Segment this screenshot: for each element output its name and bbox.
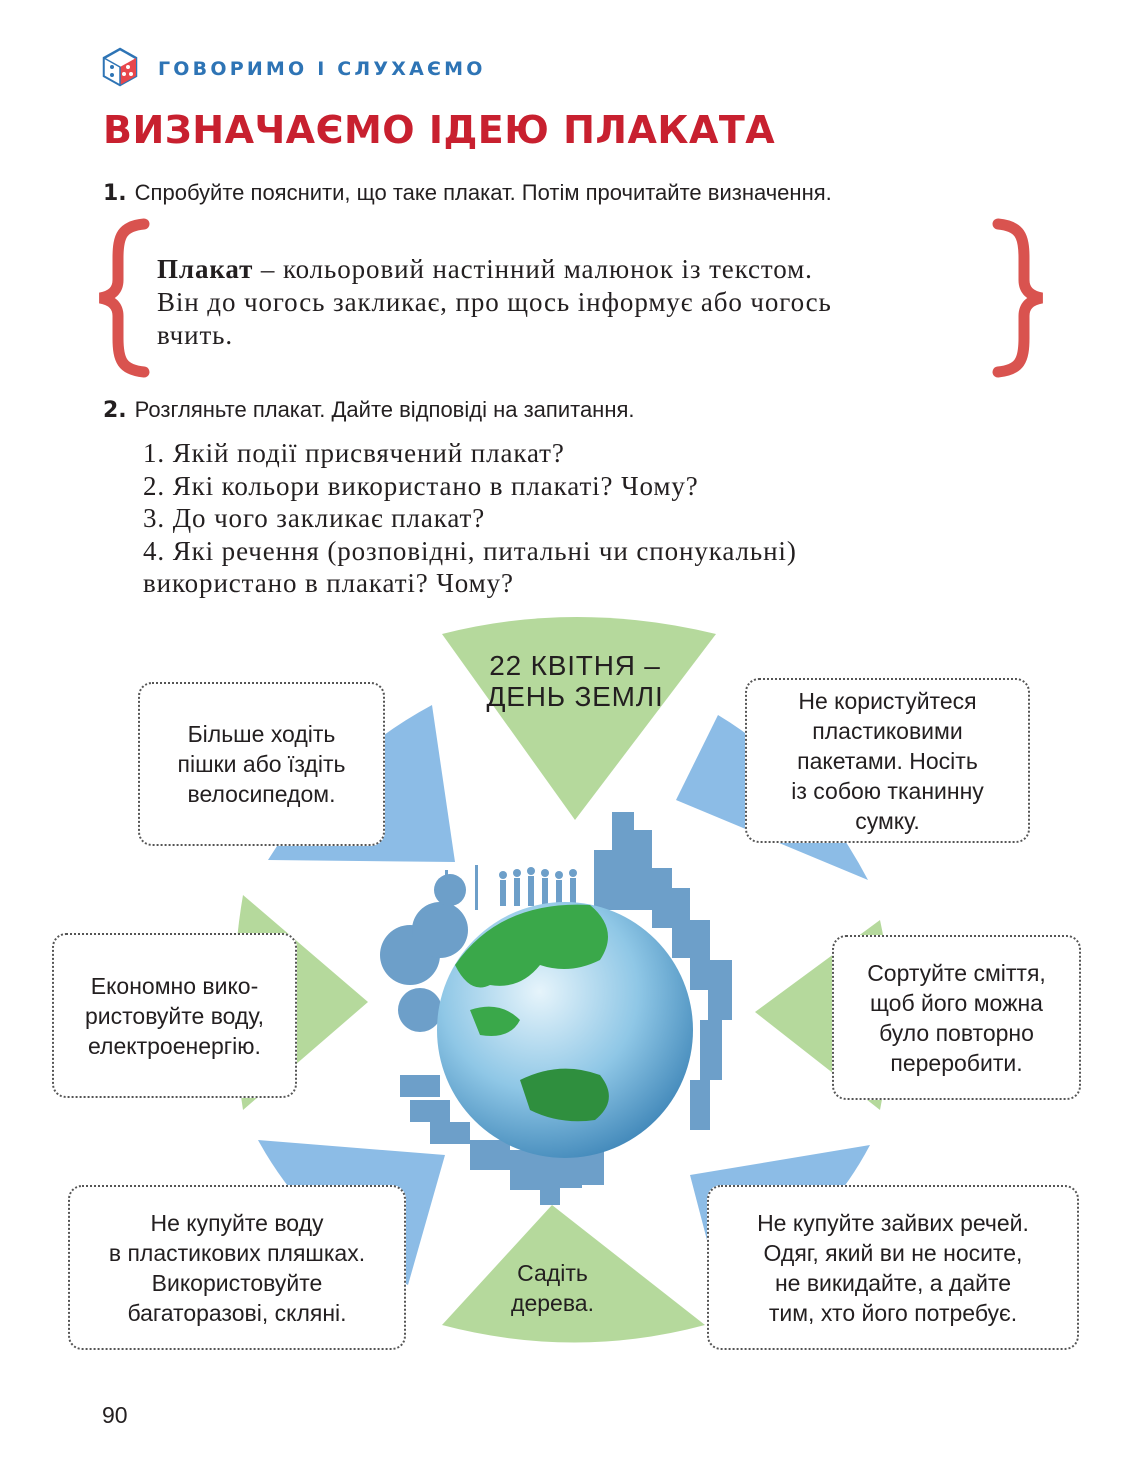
card-line: Не користуйтеся	[798, 687, 977, 714]
card-line: в пластикових пляшках.	[108, 1239, 366, 1266]
question-item: 4. Які речення (розповідні, питальні чи спонукальні)	[143, 535, 797, 566]
card-line: не викидайте, а дайте	[774, 1269, 1012, 1296]
definition-line-3: вчить.	[157, 320, 234, 350]
page-title: ВИЗНАЧАЄМО ІДЕЮ ПЛАКАТА	[103, 108, 776, 152]
question-item: 3. До чого закликає плакат?	[143, 503, 486, 533]
poster-title-line: 22 КВІТНЯ –	[489, 650, 661, 681]
card-line: тим, хто його потребує.	[768, 1299, 1018, 1326]
plant-trees-line: дерева.	[511, 1290, 594, 1316]
card-line: велосипедом.	[187, 781, 336, 807]
card-line: пішки або їздіть	[177, 751, 346, 777]
card-sort-waste	[832, 935, 1081, 1100]
card-line: Одяг, який ви не носите,	[763, 1239, 1023, 1266]
card-line: Використовуйте	[151, 1269, 323, 1296]
card-line: Більше ходіть	[187, 721, 336, 747]
card-line: щоб його можна	[870, 989, 1043, 1016]
card-no-plastic-bags	[745, 678, 1030, 843]
definition-line-1: – кольоровий настінний малюнок із текстом.	[253, 254, 813, 284]
card-line: Економно вико-	[90, 972, 259, 999]
definition-term: Плакат	[157, 254, 254, 284]
plant-trees-line: Садіть	[517, 1260, 588, 1286]
card-line: Сортуйте сміття,	[867, 959, 1046, 986]
section-label: ГОВОРИМО І СЛУХАЄМО	[158, 58, 486, 80]
poster-title	[455, 650, 695, 712]
card-line: із собою тканинну	[791, 777, 984, 804]
card-line: Не купуйте зайвих речей.	[757, 1209, 1029, 1236]
question-item: 2. Які кольори використано в плакаті? Чому?	[143, 470, 699, 501]
task-1-text: Спробуйте пояснити, що таке плакат. Потім прочитайте визначення.	[134, 180, 832, 205]
question-item: 1. Якій події присвячений плакат?	[143, 438, 565, 468]
card-line: Не купуйте воду	[150, 1209, 324, 1236]
poster-title-line: ДЕНЬ ЗЕМЛІ	[486, 681, 664, 712]
card-line: сумку.	[855, 807, 920, 834]
card-line: пластиковими	[812, 717, 963, 744]
task-2-text: Розгляньте плакат. Дайте відповіді на запитання.	[134, 397, 635, 422]
task-2-number: 2.	[103, 398, 127, 423]
card-save-water-energy	[52, 933, 297, 1098]
people-silhouette	[499, 867, 577, 906]
segment-top	[442, 617, 716, 820]
task-1-number: 1.	[103, 181, 127, 206]
plant-trees-label	[470, 1258, 635, 1318]
card-line: ристовуйте воду,	[85, 1002, 264, 1029]
card-donate-clothes	[707, 1185, 1079, 1350]
card-no-plastic-bottles	[68, 1185, 406, 1350]
card-line: було повторно	[879, 1019, 1034, 1046]
card-walk-bike	[138, 682, 385, 846]
card-line: електроенергію.	[88, 1032, 261, 1059]
question-item: використано в плакаті? Чому?	[143, 568, 514, 598]
card-line: пакетами. Носіть	[797, 747, 978, 774]
definition-line-2: Він до чогось закликає, про щось інформує або чогось	[157, 287, 832, 317]
card-line: багаторазові, скляні.	[127, 1299, 347, 1326]
page-number: 90	[102, 1402, 128, 1428]
card-line: переробити.	[890, 1049, 1023, 1076]
